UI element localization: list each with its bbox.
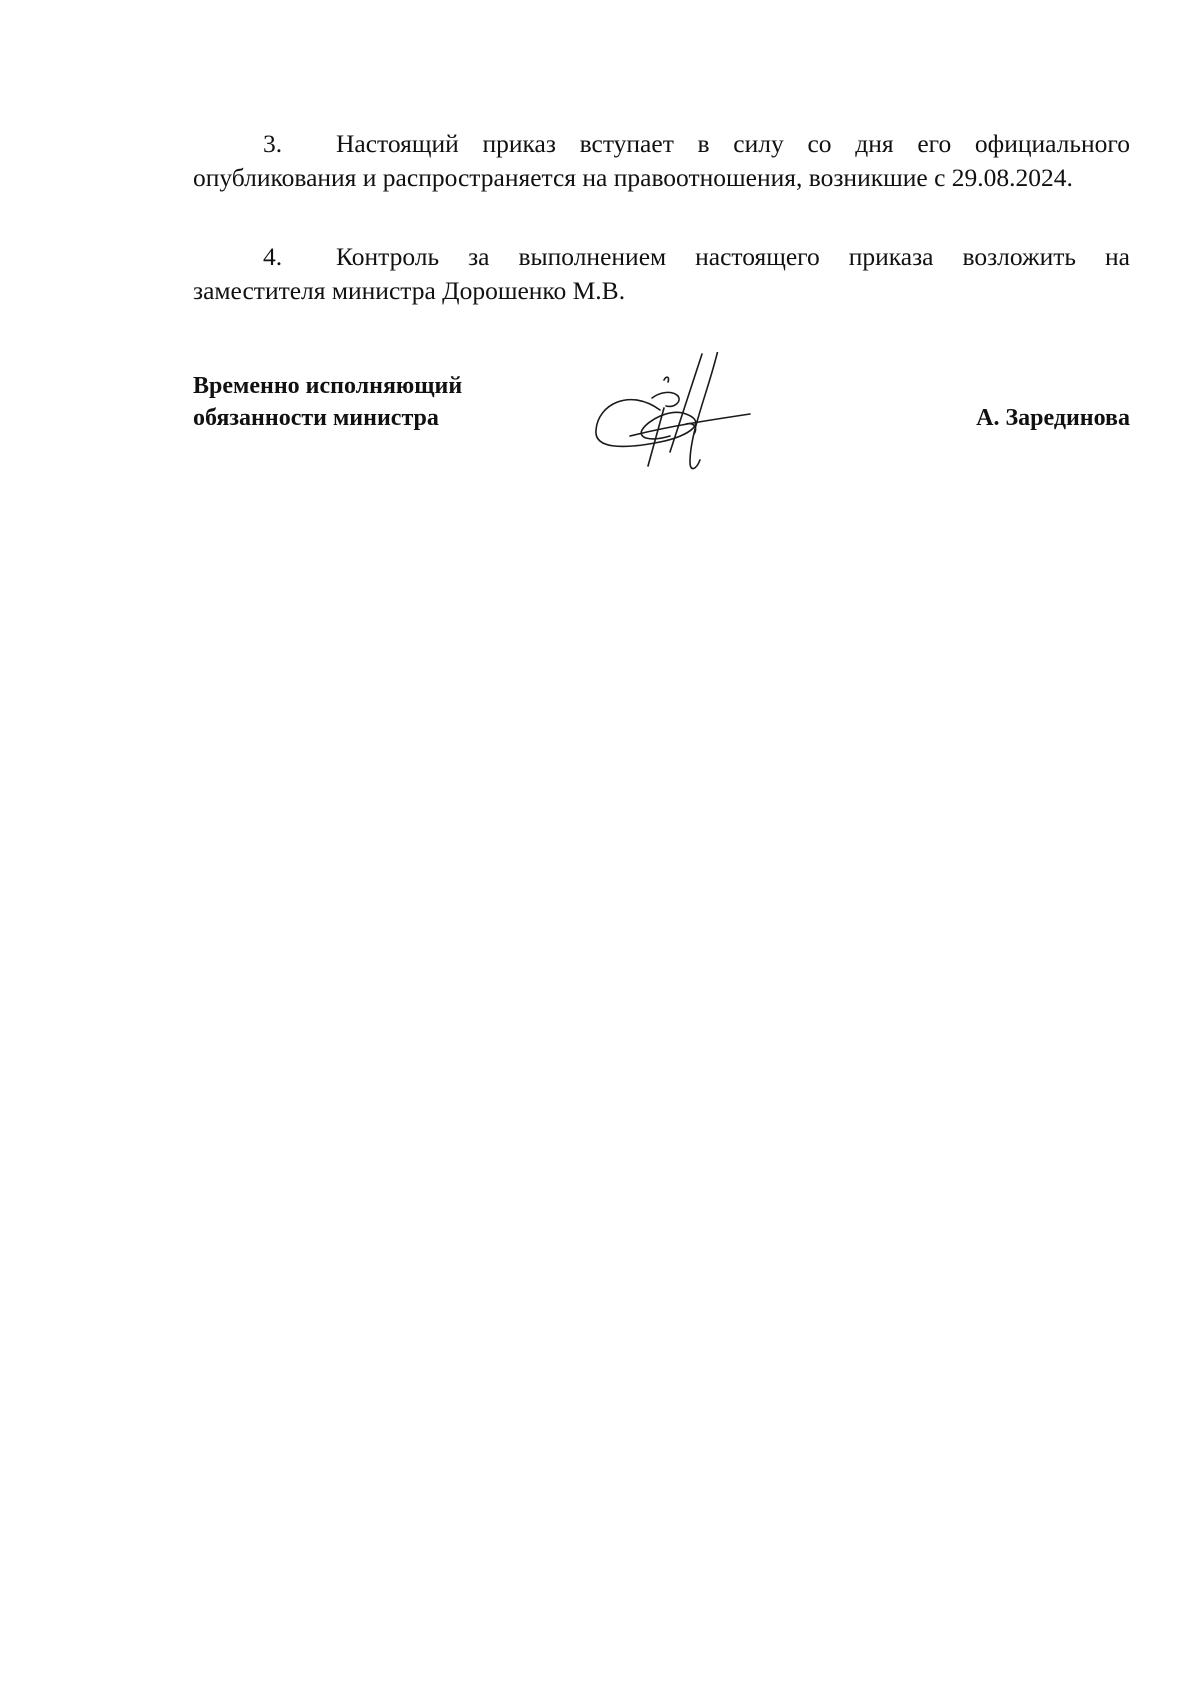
- signatory-title: [193, 370, 462, 434]
- signatory-name: А. Зарединова: [976, 405, 1130, 431]
- signatory-title-line-1: Временно исполняющий: [193, 373, 463, 399]
- signatory-title-line-2: обязанности министра: [193, 405, 439, 431]
- paragraph-number: 3.: [263, 129, 283, 158]
- paragraph-3: [193, 127, 1130, 195]
- paragraph-number: 4.: [263, 242, 283, 271]
- paragraph-text: Настоящий приказ вступает в силу со дня его официального опубликования и распространяется на правоотношения, возникшие с 29.08.2024.: [193, 129, 1130, 192]
- paragraph-text: Контроль за выполнением настоящего приказа возложить на заместителя министра Дорошенко М.В.: [193, 242, 1130, 305]
- paragraph-4: [193, 240, 1130, 308]
- handwritten-signature: [590, 352, 765, 477]
